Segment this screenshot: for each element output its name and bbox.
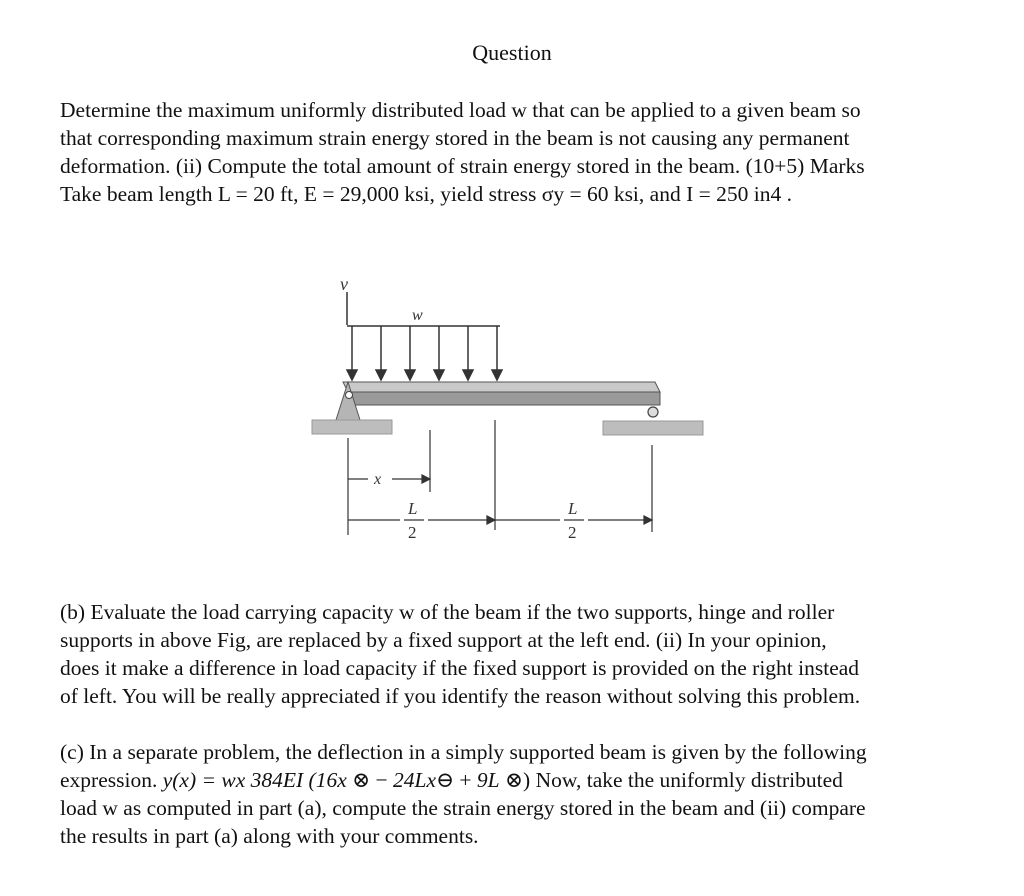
left-half-length-label <box>404 499 424 542</box>
expression-prefix: expression. <box>60 768 163 792</box>
dimension-lines <box>348 420 652 535</box>
part-b-line: (b) Evaluate the load carrying capacity w of the beam if the two supports, hinge and roller <box>60 600 835 624</box>
part-a-line: Take beam length L = 20 ft, E = 29,000 ksi, yield stress σy = 60 ksi, and I = 250 in4 . <box>60 182 792 206</box>
svg-text:L: L <box>568 499 578 518</box>
v-axis-label: v <box>340 274 348 294</box>
svg-text:2: 2 <box>408 523 417 542</box>
part-b-line: of left. You will be really appreciated if you identify the reason without solving this problem. <box>60 684 861 708</box>
part-a-line: that corresponding maximum strain energy stored in the beam is not causing any permanent <box>60 126 850 150</box>
beam-figure <box>300 270 720 570</box>
roller-support <box>603 407 703 435</box>
beam-top-face <box>343 382 660 392</box>
part-c-line: (c) In a separate problem, the deflection in a simply supported beam is given by the following <box>60 740 867 764</box>
right-half-length-label <box>564 499 584 542</box>
question-title: Question <box>472 40 552 65</box>
formula-symbol: ⊗) <box>499 768 531 792</box>
part-b-paragraph <box>60 598 980 710</box>
deflection-formula-term: 9L <box>476 768 500 792</box>
part-a-line: Determine the maximum uniformly distributed load w that can be applied to a given beam so <box>60 98 861 122</box>
part-c-paragraph <box>60 738 980 850</box>
expression-suffix: Now, take the uniformly distributed <box>530 768 843 792</box>
beam-body <box>348 392 660 405</box>
svg-text:L: L <box>408 499 418 518</box>
formula-symbol: ⊗ − <box>346 768 394 792</box>
deflection-formula: y(x) = wx 384EI (16x <box>162 768 347 792</box>
distributed-load-arrows <box>347 326 502 380</box>
deflection-formula-term: 24Lx <box>393 768 437 792</box>
part-a-paragraph <box>60 96 980 208</box>
load-label: w <box>412 307 423 324</box>
svg-text:2: 2 <box>568 523 577 542</box>
part-a-line: deformation. (ii) Compute the total amount of strain energy stored in the beam. (10+5) Marks <box>60 154 865 178</box>
part-c-line: load w as computed in part (a), compute the strain energy stored in the beam and (ii) compare <box>60 796 866 820</box>
part-b-line: supports in above Fig, are replaced by a fixed support at the left end. (ii) In your opinion, <box>60 628 827 652</box>
part-c-line: the results in part (a) along with your comments. <box>60 824 479 848</box>
part-b-line: does it make a difference in load capacity if the fixed support is provided on the right instead <box>60 656 860 680</box>
part-c-expression-line <box>60 766 980 794</box>
formula-symbol: ⊖ + <box>436 768 477 792</box>
x-label: x <box>374 471 382 488</box>
